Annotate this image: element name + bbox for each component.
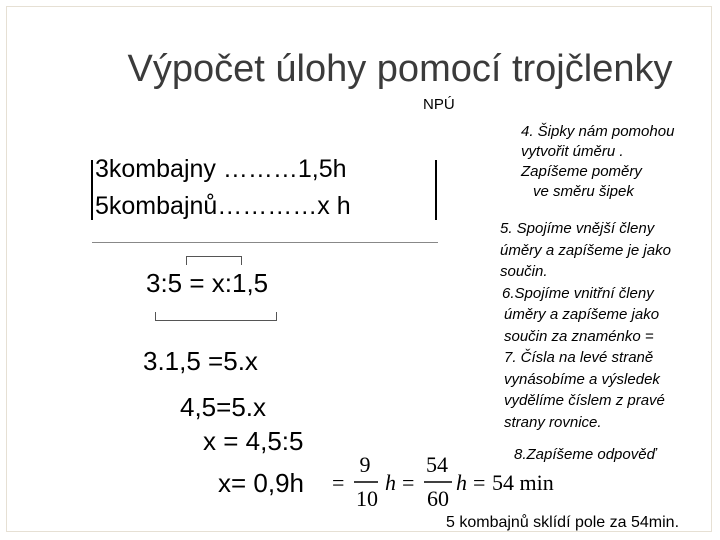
note-4-line-3: Zapíšeme poměry	[521, 163, 642, 180]
formula-denominator-2: 60	[427, 486, 449, 511]
note-6-line-2: úměry a zapíšeme jako	[504, 306, 660, 323]
formula-hour-1: h	[385, 470, 396, 495]
note-6-line-1: 6.Spojíme vnitřní členy	[502, 284, 654, 302]
formula-numerator-1: 9	[359, 452, 371, 477]
formula-hour-2: h	[456, 470, 467, 495]
note-step-4	[521, 122, 674, 202]
slide-title: Výpočet úlohy pomocí trojčlenky	[127, 48, 673, 90]
step-product: 3.1,5 =5.x	[143, 346, 258, 376]
note-4-line-4: ve směru šipek	[533, 183, 634, 200]
left-arrow-bar	[91, 160, 93, 220]
formula-equals-1: =	[332, 470, 345, 495]
note-5-line-2: úměry a zapíšeme je jako	[500, 241, 671, 259]
note-6-line-3: součin za znaménko =	[504, 327, 654, 345]
divider-line	[92, 242, 438, 243]
outer-terms-bracket	[155, 312, 277, 321]
answer-sentence: 5 kombajnů sklídí pole za 54min.	[446, 514, 680, 531]
step-result: x= 0,9h	[218, 468, 305, 498]
formula-numerator-2: 54	[426, 452, 448, 477]
note-7-line-3: vydělíme číslem z pravé	[504, 392, 665, 409]
formula-denominator-1: 10	[356, 486, 378, 511]
inner-terms-bracket	[186, 256, 242, 265]
formula-equals-2: =	[402, 470, 415, 495]
step-simplified: 4,5=5.x	[180, 392, 267, 422]
slide-subtitle: NPÚ	[423, 96, 455, 113]
formula-equals-3: =	[473, 470, 486, 495]
right-arrow-bar	[435, 160, 437, 220]
formula-result: 54 min	[492, 470, 554, 495]
note-4-line-1: 4. Šipky nám pomohou	[521, 123, 675, 140]
note-4-line-2: vytvořit úměru .	[521, 143, 624, 160]
given-line-2: 5kombajnů…………x h	[95, 192, 351, 220]
note-steps-5-7	[500, 218, 671, 433]
note-5-line-1: 5. Spojíme vnější členy	[500, 220, 655, 237]
given-line-1: 3kombajny ………1,5h	[95, 155, 347, 183]
note-7-line-2: vynásobíme a výsledek	[504, 370, 660, 388]
note-step-8: 8.Zapíšeme odpověď	[514, 446, 656, 463]
proportion: 3:5 = x:1,5	[146, 268, 269, 298]
note-5-line-3: součin.	[500, 263, 548, 280]
note-7-line-4: strany rovnice.	[504, 413, 602, 431]
note-7-line-1: 7. Čísla na levé straně	[504, 349, 654, 366]
step-division: x = 4,5:5	[203, 426, 304, 456]
